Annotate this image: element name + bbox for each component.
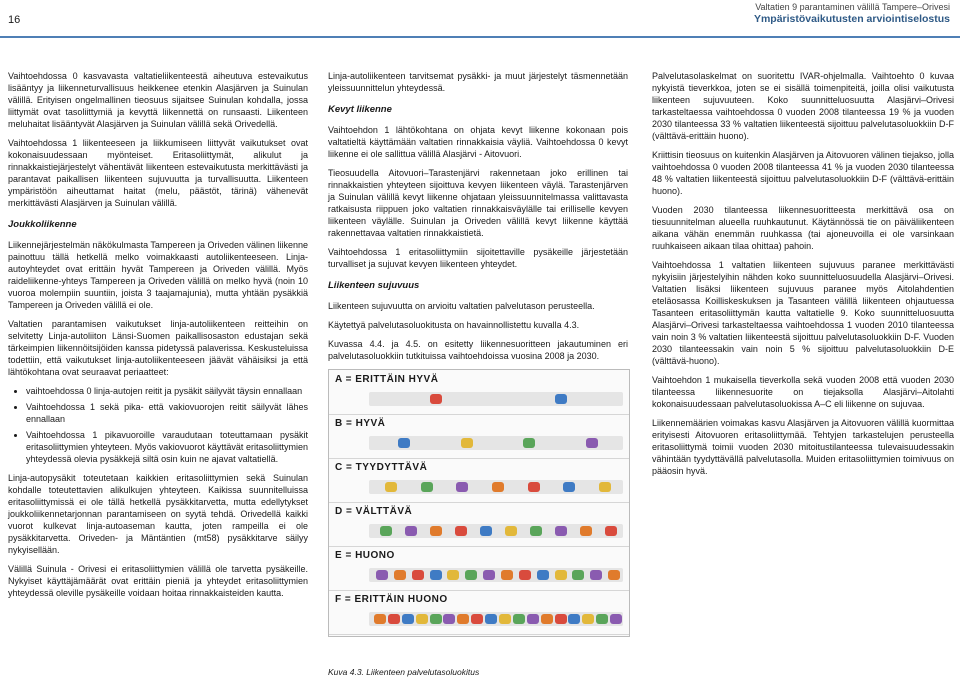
- car-icon: [443, 614, 455, 624]
- page-number: 16: [8, 14, 21, 26]
- paragraph: Kuvassa 4.4. ja 4.5. on esitetty liikennesuoritteen jakautuminen eri palvelutasoluokkiin tutkituissa vaihtoehdoissa vuosina 2008 ja 2030.: [328, 339, 628, 361]
- running-header-subtitle: Ympäristövaikutusten arviointiselostus: [753, 13, 950, 25]
- car-icon: [519, 570, 531, 580]
- paragraph: Vaihtoehdossa 1 valtatien liikenteen sujuvuus paranee merkittävästi nykyisiin järjestelyihin nähden koko suunnitteluosuudella Alasjärvi–Orivesi. Valtatien lisäksi liikenteen sujuvuus paranee myös Aitolahdentien eteläosassa Koilliskeskuksen ja Tasanteen välillä liikenteen ohjautuessa Tasanteen eritasoliittymän kautta valtatielle 9. Koko suunnitteluosuutta Alasjärvi–Orivesi tarkasteltaessa vaihtoehdossa 1 vuoden 2010 tilanteessa vain noin 3 % valtatien liikenteestä sijoittuu palvelutasoluokkiin D-F. Vuoden 2030 tilanteessakin vain noin 5 % sijoittuu palvelutasoluokkiin D-E (välttävä-huono).: [652, 260, 954, 366]
- running-header-title: Valtatien 9 parantaminen välillä Tampere–Orivesi: [755, 2, 950, 12]
- paragraph: Linja-autoliikenteen tarvitsemat pysäkki- ja muut järjestelyt täsmennetään yleissuunnittelun yhteydessä.: [328, 71, 628, 93]
- service-level-band: [329, 502, 629, 547]
- car-icon: [586, 438, 598, 448]
- car-icon: [537, 570, 549, 580]
- car-icon: [513, 614, 525, 624]
- car-icon: [430, 614, 442, 624]
- car-icon: [447, 570, 459, 580]
- car-icon: [580, 526, 592, 536]
- header-rule: [0, 36, 960, 38]
- car-icon: [394, 570, 406, 580]
- service-level-band: [329, 458, 629, 503]
- list-item: • Vaihtoehdossa 1 pikavuoroille varaudutaan toteuttamaan pysäkit eritasoliittymien yhteyteen. Myös vakiovuorot käyttävät eritasoliittymien yhteydessä olevia pysäkkejä siltä osin kuin ne ajavat valtatiellä.: [26, 429, 308, 465]
- service-level-label: C = TYYDYTTÄVÄ: [335, 462, 428, 473]
- car-icon: [528, 482, 540, 492]
- paragraph: Valtatien parantamisen vaikutukset linja-autoliikenteen reitteihin on selvitetty Linja-autoliiton Länsi-Suomen paikallisosaston edustajan sekä tärkeimpien liikennöitsijöiden kanssa pidetyssä palaverissa. Keskusteluissa todettiin, että vaikutukset linja-autoliikenteeseen jäävät vähäisiksi ja että lähtökohtana ovat seuraavat periaatteet:: [8, 319, 308, 377]
- paragraph: Vaihtoehdon 1 mukaisella tieverkolla sekä vuoden 2008 että vuoden 2030 tilanteessa liikennesuorite on tiejaksolla Alasjärvi–Aitolahti kokonaisuudessaan palvelutasoluokissa A–C eli liikenne on sujuvaa.: [652, 375, 954, 409]
- car-icon: [465, 570, 477, 580]
- car-icon: [430, 394, 442, 404]
- car-icon: [405, 526, 417, 536]
- paragraph: Linja-autopysäkit toteutetaan kaikkien eritasoliittymien sekä Suinulan kohdalle toteutettavien alikulkujen yhteyteen. Kaikissa suunnitelluissa eritasoliittymissä ei ole tällä hetkellä pysäkkitarvetta, mutta edellytykset joukkoliikennetarjonnan parantamiseen on syytä tehdä. Orivedellä kaikki vuorot kulkevat linja-autoaseman kautta, joten rampeilla ei ole pysäkkitarvetta. Oriveden- ja Mäntäntien (mt58) pysäkkitarve säilyy nykyisellään.: [8, 473, 308, 555]
- bullet-list: [8, 385, 308, 465]
- car-icon: [483, 570, 495, 580]
- car-icon: [412, 570, 424, 580]
- paragraph: Kriittisin tieosuus on kuitenkin Alasjärven ja Aitovuoren välinen tiejakso, jolla vaihtoehdossa 0 vuoden 2008 tilanteessa 41 % ja vuoden 2030 tilanteessa 48 % valtatien liikenteestä sijoittuu palvelutasoluokkiin D-F (välttävä-erittäin huono).: [652, 150, 954, 196]
- list-item: • Vaihtoehdossa 1 sekä pika- että vakiovuorojen reitit säilyvät lähes ennallaan: [26, 401, 308, 425]
- service-level-band: [329, 546, 629, 591]
- car-icon: [605, 526, 617, 536]
- car-icon: [455, 526, 467, 536]
- list-item: • vaihtoehdossa 0 linja-autojen reitit ja pysäkit säilyvät täysin ennallaan: [26, 385, 308, 397]
- car-icon: [471, 614, 483, 624]
- car-icon: [568, 614, 580, 624]
- car-icon: [608, 570, 620, 580]
- service-level-label: A = ERITTÄIN HYVÄ: [335, 374, 439, 385]
- paragraph: Käytettyä palvelutasoluokitusta on havainnollistettu kuvalla 4.3.: [328, 320, 580, 330]
- paragraph: Liikenteen sujuvuutta on arvioitu valtatien palvelutason perusteella.: [328, 301, 595, 311]
- car-icon: [485, 614, 497, 624]
- car-icon: [376, 570, 388, 580]
- car-icon: [596, 614, 608, 624]
- car-icon: [555, 570, 567, 580]
- car-icon: [430, 570, 442, 580]
- paragraph: Välillä Suinula - Orivesi ei eritasoliittymien välillä ole tarvetta pysäkeille. Nykyiset käyttäjämäärät ovat erittäin pieniä ja yhteydet eritasoliittymien yhteydessä oleville pysäkeille voidaan hoitaa rinnakkaisteiden kautta.: [8, 564, 308, 598]
- car-icon: [421, 482, 433, 492]
- figure-caption: Kuva 4.3. Liikenteen palvelutasoluokitus: [328, 667, 480, 677]
- service-level-band: [329, 414, 629, 459]
- car-icon: [385, 482, 397, 492]
- car-icon: [572, 570, 584, 580]
- car-icon: [590, 570, 602, 580]
- car-icon: [530, 526, 542, 536]
- paragraph: Vaihtoehdon 1 lähtökohtana on ohjata kevyt liikenne kokonaan pois valtatieltä käyttämään valtatien rinnakkaisia väyliä. Vaihtoehdossa 0 kevyt liikenne ei ole sallittua välillä Alasjärvi - Aitovuori.: [328, 125, 628, 159]
- section-heading-joukkoliikenne: Joukkoliikenne: [8, 219, 77, 230]
- car-icon: [555, 526, 567, 536]
- car-icon: [527, 614, 539, 624]
- car-icon: [380, 526, 392, 536]
- car-icon: [505, 526, 517, 536]
- car-icon: [461, 438, 473, 448]
- car-icon: [501, 570, 513, 580]
- car-icon: [456, 482, 468, 492]
- column-1: [8, 70, 308, 606]
- paragraph: Liikennemäärien voimakas kasvu Alasjärven ja Aitovuoren välillä kuormittaa erityisesti Aitovuoren eritasoliittymää. Tehtyjen tarkastelujen perusteella eritasoliittymä toimii vuoden 2030 mitoitustilanteessa tulevaisuudessakin vähintään tyydyttävällä palvelutasolla. Muiden eritasoliittymien toimivuus on pääosin hyvä.: [652, 418, 954, 476]
- column-3: [652, 70, 954, 484]
- paragraph: Tieosuudella Aitovuori–Tarastenjärvi rakennetaan joko erillinen tai rinnakkaistien yhteyteen sijoittuva kevyen liikenteen väylä. Tarastenjärven ja Suinulan välillä kevyt liikenne ohjataan yleissuunnitelmassa valittavasta ratkaisusta riippuen joko valtatien rinnakkaisväylälle tai erilliselle kevyen liikenteen väylälle. Suinulan ja Oriveden välillä kevyt liikenne käyttää rakennettavaa valtatien rinnakkaistietä.: [328, 168, 628, 238]
- paragraph: Vaihtoehdossa 1 liikenteeseen ja liikkumiseen liittyvät vaikutukset ovat kokonaisuudessaan myönteiset. Eritasoliittymät, alikulut ja rinnakkaistiejärjestelyt vähentävät liikenteen estevaikutusta merkittävästi ja parantavat paikallisen liikenteen sujuvuutta ja turvallisuutta. Liikenteen ympäristöön aiheuttamat haitat (melu, päästöt, tärinä) vähenevät merkittävästi Alasjärven ja Suinulan välillä.: [8, 138, 308, 208]
- road: [369, 568, 623, 582]
- car-icon: [374, 614, 386, 624]
- section-heading-sujuvuus: Liikenteen sujuvuus: [328, 280, 420, 291]
- car-icon: [480, 526, 492, 536]
- car-icon: [430, 526, 442, 536]
- car-icon: [457, 614, 469, 624]
- car-icon: [610, 614, 622, 624]
- road: [369, 392, 623, 406]
- car-icon: [402, 614, 414, 624]
- column-2: [328, 70, 628, 637]
- car-icon: [416, 614, 428, 624]
- service-level-figure: [328, 369, 630, 637]
- service-level-label: D = VÄLTTÄVÄ: [335, 506, 413, 517]
- car-icon: [499, 614, 511, 624]
- car-icon: [555, 394, 567, 404]
- service-level-band: [329, 590, 629, 635]
- car-icon: [582, 614, 594, 624]
- service-level-band: [329, 370, 629, 415]
- paragraph: Vaihtoehdossa 1 eritasoliittymiin sijoitettaville pysäkeille järjestetään turvalliset ja sujuvat kevyen liikenteen yhteydet.: [328, 247, 628, 269]
- service-level-label: F = ERITTÄIN HUONO: [335, 594, 448, 605]
- car-icon: [492, 482, 504, 492]
- service-level-label: E = HUONO: [335, 550, 395, 561]
- car-icon: [563, 482, 575, 492]
- paragraph: Vuoden 2030 tilanteessa liikennesuoritteesta merkittävä osa on tiesuunnitelman alueella ruuhkautunut. Käytännössä tie on päiväliikenteen aikana vähän enemmän ruuhkassa (tai ajoneuvoilla ei ole varsinkaan ruuhkaiseen aikaan tilaa ohittaa) pahoin.: [652, 205, 954, 251]
- paragraph: Liikennejärjestelmän näkökulmasta Tampereen ja Oriveden välinen liikenne painottuu tällä hetkellä melko voimakkaasti autoliikenteeseen. Linja-autoyhteydet ovat erittäin hyvät Tampereen ja Oriveden välillä. Myös raideliikenne-yhteys Tampereen ja Oriveden välillä on melko hyvä (noin 10 vuoroa molempiin suuntiin, joista 3 taajamajunia), mutta yhtään pysäkkiä Tampereen ja Oriveden välillä ei ole.: [8, 240, 309, 310]
- car-icon: [555, 614, 567, 624]
- car-icon: [398, 438, 410, 448]
- paragraph: Vaihtoehdossa 0 kasvavasta valtatieliikenteestä aiheutuva estevaikutus lisääntyy ja liikenneturvallisuus heikkenee etenkin Alasjärven ja Suinulan välillä. Erityisen ongelmallinen tieosuus sijaitsee Suinulan kohdalla, jossa liittymät ovat tasoliittymiä ja kevyttä liikennettä on runsaasti. Liikenteen meluhaitat lisääntyvät Alasjärven ja Suinulan välillä sekä Orivedellä.: [8, 71, 308, 129]
- car-icon: [523, 438, 535, 448]
- paragraph: Palvelutasolaskelmat on suoritettu IVAR-ohjelmalla. Vaihtoehto 0 kuvaa nykyistä tieverkkoa, joten se ei sisällä toimenpiteitä, joilla olisi vaikutusta liikenteen sujuvuuteen. Koko suunnitteluosuutta Alasjärvi–Orivesi tarkasteltaessa vaihtoehdossa 0 vuoden 2008 tilanteessa 19 % ja vuoden 2030 tilanteessa 33 % valtatien liikenteestä sijoittuu palvelutasoluokkiin D-F (välttävä-erittäin huono).: [652, 71, 954, 141]
- running-header: [754, 2, 950, 25]
- car-icon: [599, 482, 611, 492]
- car-icon: [388, 614, 400, 624]
- service-level-label: B = HYVÄ: [335, 418, 386, 429]
- section-heading-kevyt-liikenne: Kevyt liikenne: [328, 104, 392, 115]
- car-icon: [541, 614, 553, 624]
